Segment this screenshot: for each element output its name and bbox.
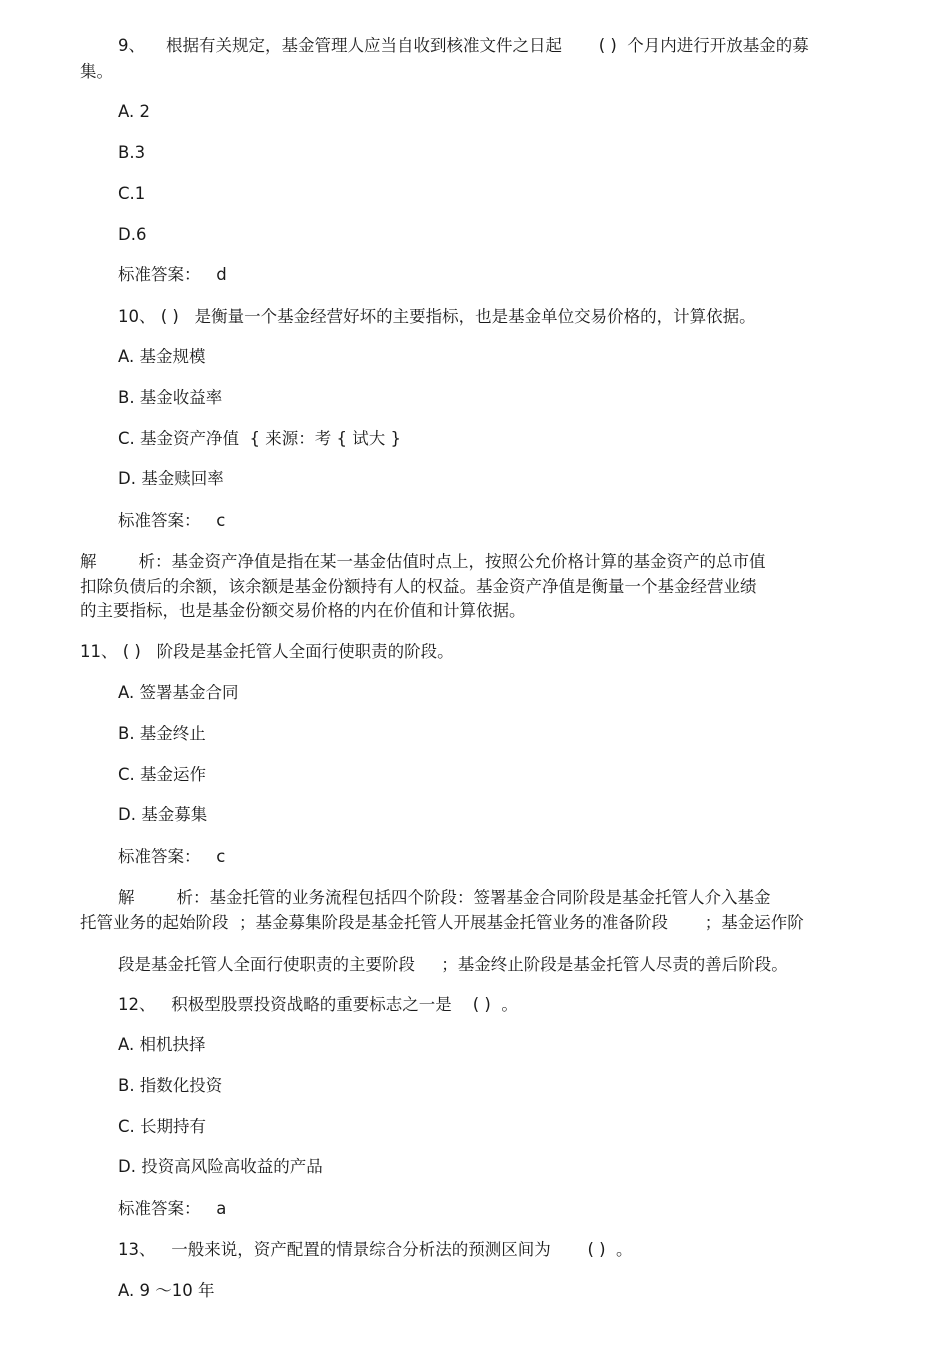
question-9-option-c: C.1 — [118, 184, 146, 203]
question-10-option-b: B. 基金收益率 — [118, 388, 223, 407]
question-12-option-d: D. 投资高风险高收益的产品 — [118, 1157, 323, 1176]
question-11-answer: 标准答案： c — [118, 847, 226, 866]
question-13-option-a: A. 9 ～10 年 — [118, 1281, 215, 1300]
question-12-option-c: C. 长期持有 — [118, 1117, 207, 1136]
question-11-option-b: B. 基金终止 — [118, 724, 206, 743]
question-9-option-a: A. 2 — [118, 102, 150, 121]
question-9-text-cont: 集。 — [80, 62, 113, 81]
question-12-text: 12、 积极型股票投资战略的重要标志之一是 ( ) 。 — [118, 995, 518, 1014]
question-12-option-b: B. 指数化投资 — [118, 1076, 223, 1095]
question-12-answer: 标准答案： a — [118, 1199, 227, 1218]
question-11-option-d: D. 基金募集 — [118, 805, 208, 824]
question-11-analysis-3: 段是基金托管人全面行使职责的主要阶段 ；基金终止阶段是基金托管人尽责的善后阶段。 — [118, 955, 788, 974]
question-10-option-d: D. 基金赎回率 — [118, 469, 224, 488]
question-11-analysis-1: 解 析：基金托管的业务流程包括四个阶段：签署基金合同阶段是基金托管人介入基金 — [118, 888, 771, 907]
question-11-option-a: A. 签署基金合同 — [118, 683, 239, 702]
question-10-analysis-1: 解 析：基金资产净值是指在某一基金估值时点上，按照公允价格计算的基金资产的总市值 — [80, 552, 766, 571]
question-11-text: 11、 ( ) 阶段是基金托管人全面行使职责的阶段。 — [80, 642, 454, 661]
question-9-option-b: B.3 — [118, 143, 146, 162]
question-9-option-d: D.6 — [118, 225, 147, 244]
question-13-text: 13、 一般来说，资产配置的情景综合分析法的预测区间为 ( ) 。 — [118, 1240, 633, 1259]
question-10-option-c: C. 基金资产净值 { 来源：考 { 试大 } — [118, 429, 401, 448]
question-10-answer: 标准答案： c — [118, 511, 226, 530]
question-12-option-a: A. 相机抉择 — [118, 1035, 206, 1054]
question-10-analysis-2: 扣除负债后的余额，该余额是基金份额持有人的权益。基金资产净值是衡量一个基金经营业绩 — [80, 577, 757, 596]
question-9-text: 9、 根据有关规定，基金管理人应当自收到核准文件之日起 ( ) 个月内进行开放基金的募 — [118, 36, 809, 55]
question-10-option-a: A. 基金规模 — [118, 347, 206, 366]
question-10-analysis-3: 的主要指标，也是基金份额交易价格的内在价值和计算依据。 — [80, 601, 526, 620]
question-9-answer: 标准答案： d — [118, 265, 227, 284]
question-11-analysis-2: 托管业务的起始阶段 ；基金募集阶段是基金托管人开展基金托管业务的准备阶段 ；基金运作阶 — [80, 913, 804, 932]
question-10-text: 10、 ( ) 是衡量一个基金经营好坏的主要指标，也是基金单位交易价格的，计算依据。 — [118, 307, 756, 326]
question-11-option-c: C. 基金运作 — [118, 765, 207, 784]
